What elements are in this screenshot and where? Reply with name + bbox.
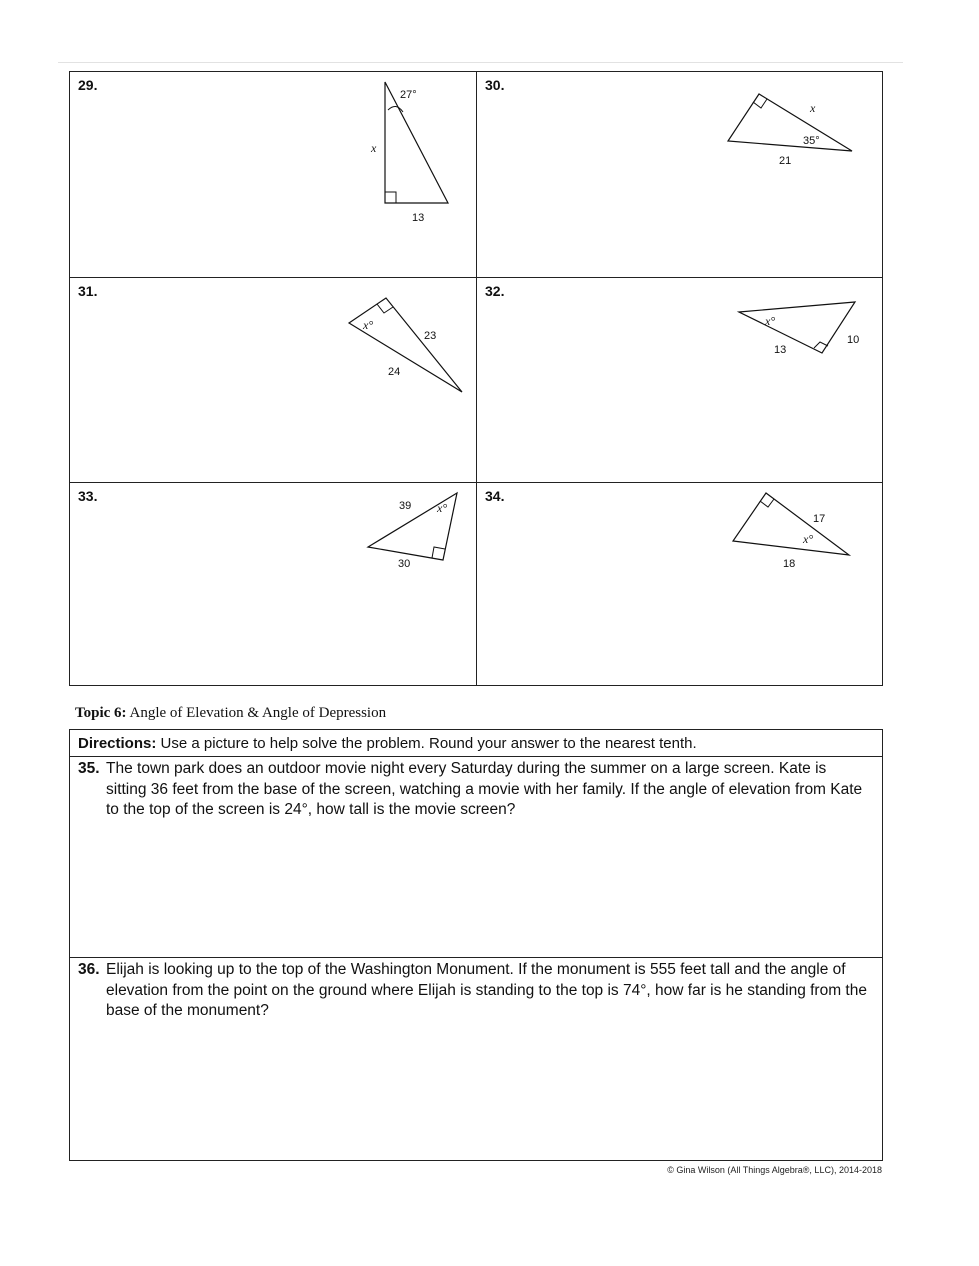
triangle-diagram-33	[70, 483, 476, 687]
angle-label: x°	[765, 314, 776, 328]
directions-label: Directions:	[78, 735, 157, 752]
problem-number: 34.	[485, 488, 505, 504]
problem-number: 35.	[78, 760, 100, 777]
problem-number: 36.	[78, 961, 100, 978]
directions-row	[70, 730, 882, 757]
angle-label: 27°	[400, 89, 417, 101]
directions-text: Use a picture to help solve the problem. Round your answer to the nearest tenth.	[160, 735, 697, 752]
side-label: 18	[783, 558, 796, 570]
problem-number: 33.	[78, 488, 98, 504]
triangle-diagram-31	[70, 278, 476, 483]
angle-label: 35°	[803, 135, 820, 147]
side-label: x	[810, 101, 816, 115]
copyright-footer: © Gina Wilson (All Things Algebra®, LLC), 2014-2018	[667, 1165, 882, 1175]
side-label: 24	[388, 366, 401, 378]
side-label: 17	[813, 513, 826, 525]
side-label: 21	[779, 155, 792, 167]
problem-number: 30.	[485, 77, 505, 93]
problem-number: 29.	[78, 77, 98, 93]
problem-text: Elijah is looking up to the top of the Washington Monument. If the monument is 555 feet tall and the angle of elevation from the point on the ground where Elijah is standing to the top is 74°, how far is he standing from the base of the monument?	[106, 961, 867, 1019]
angle-label: x°	[437, 501, 448, 515]
problem-29	[70, 72, 476, 277]
angle-label: x°	[803, 532, 814, 546]
triangle-diagram-32	[477, 278, 884, 483]
topic-label: Topic 6:	[75, 705, 127, 721]
page-top-rule	[58, 62, 903, 63]
topic-title: Angle of Elevation & Angle of Depression	[129, 705, 387, 721]
problem-text: The town park does an outdoor movie night every Saturday during the summer on a large screen. Kate is sitting 36 feet from the base of the screen, watching a movie with her family. If the angle of elevation from Kate to the top of the screen is 24°, how tall is the movie screen?	[106, 760, 863, 818]
side-label: 13	[774, 344, 787, 356]
problem-30	[477, 72, 884, 277]
problem-number: 31.	[78, 283, 98, 299]
problem-grid	[69, 71, 883, 686]
problem-31	[70, 278, 476, 483]
side-label: 13	[412, 212, 425, 224]
triangle-diagram-30	[477, 72, 884, 277]
problem-number: 32.	[485, 283, 505, 299]
triangle-diagram-34	[477, 483, 884, 687]
angle-label: x°	[363, 318, 374, 332]
problem-33	[70, 483, 476, 687]
side-label: 10	[847, 334, 860, 346]
problem-35	[70, 757, 882, 958]
side-label: 23	[424, 330, 437, 342]
side-label: 39	[399, 500, 412, 512]
topic-heading	[75, 705, 386, 722]
problem-34	[477, 483, 884, 687]
side-label: x	[371, 141, 377, 155]
triangle-diagram-29	[70, 72, 476, 277]
side-label: 30	[398, 558, 411, 570]
problem-32	[477, 278, 884, 483]
problem-36	[70, 958, 882, 1161]
word-problems-box	[69, 729, 883, 1161]
